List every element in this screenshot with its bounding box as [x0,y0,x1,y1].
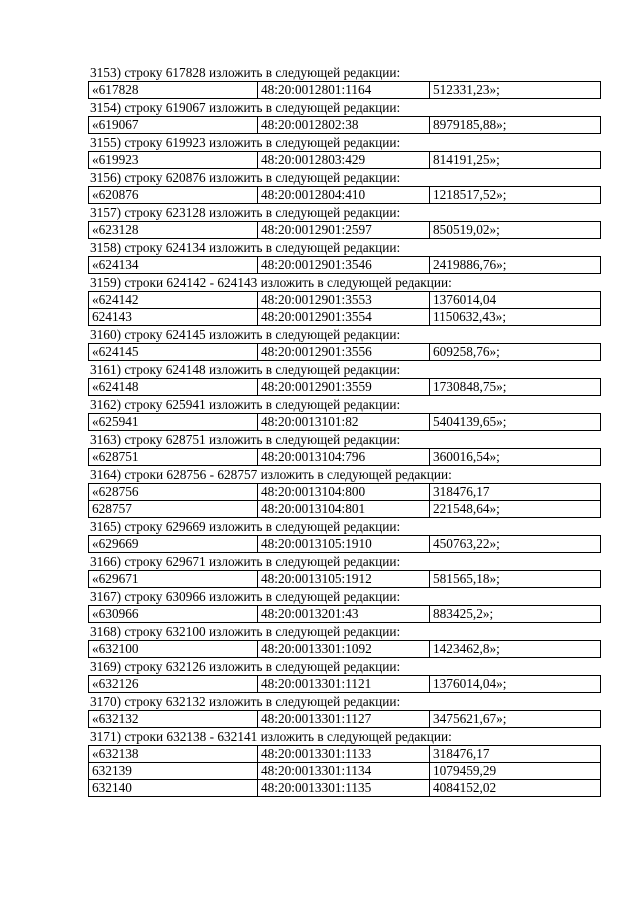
table-row [89,501,601,518]
table-row [89,711,601,728]
row-number-cell: «632100 [89,641,258,658]
table-row [89,763,601,780]
amendment-heading: 3170) строку 632132 изложить в следующей редакции: [90,694,401,709]
value-cell: 850519,02»; [430,222,601,239]
table-row [89,536,601,553]
table-row [89,152,601,169]
amendment-table [88,605,601,623]
row-number-cell: «617828 [89,82,258,99]
value-cell: 2419886,76»; [430,257,601,274]
row-number-cell: 624143 [89,309,258,326]
cadastral-number-cell: 48:20:0013301:1133 [258,746,430,763]
cadastral-number-cell: 48:20:0012802:38 [258,117,430,134]
table-row [89,82,601,99]
amendment-table [88,81,601,99]
cadastral-number-cell: 48:20:0013201:43 [258,606,430,623]
cadastral-number-cell: 48:20:0012901:3553 [258,292,430,309]
amendment-heading: 3159) строки 624142 - 624143 изложить в следующей редакции: [90,275,452,290]
cadastral-number-cell: 48:20:0013301:1121 [258,676,430,693]
cadastral-number-cell: 48:20:0012901:3556 [258,344,430,361]
table-row [89,222,601,239]
value-cell: 450763,22»; [430,536,601,553]
row-number-cell: «624142 [89,292,258,309]
row-number-cell: «632132 [89,711,258,728]
cadastral-number-cell: 48:20:0013301:1127 [258,711,430,728]
table-row [89,309,601,326]
table-row [89,117,601,134]
amendment-heading: 3164) строки 628756 - 628757 изложить в следующей редакции: [90,467,452,482]
amendment-heading: 3161) строку 624148 изложить в следующей редакции: [90,362,401,377]
row-number-cell: «624148 [89,379,258,396]
amendment-table [88,291,601,326]
value-cell: 4084152,02 [430,780,601,797]
cadastral-number-cell: 48:20:0013301:1092 [258,641,430,658]
amendment-table [88,710,601,728]
table-row [89,379,601,396]
row-number-cell: 628757 [89,501,258,518]
value-cell: 1376014,04 [430,292,601,309]
amendment-table [88,535,601,553]
value-cell: 1730848,75»; [430,379,601,396]
cadastral-number-cell: 48:20:0013104:796 [258,449,430,466]
row-number-cell: «632126 [89,676,258,693]
table-row [89,641,601,658]
amendment-heading: 3167) строку 630966 изложить в следующей редакции: [90,589,401,604]
row-number-cell: «619923 [89,152,258,169]
row-number-cell: «628751 [89,449,258,466]
amendment-table [88,413,601,431]
row-number-cell: «619067 [89,117,258,134]
cadastral-number-cell: 48:20:0012901:2597 [258,222,430,239]
table-row [89,344,601,361]
cadastral-number-cell: 48:20:0012801:1164 [258,82,430,99]
row-number-cell: 632140 [89,780,258,797]
amendment-heading: 3169) строку 632126 изложить в следующей редакции: [90,659,401,674]
value-cell: 883425,2»; [430,606,601,623]
row-number-cell: «628756 [89,484,258,501]
amendment-table [88,675,601,693]
table-row [89,414,601,431]
amendment-heading: 3153) строку 617828 изложить в следующей редакции: [90,65,401,80]
cadastral-number-cell: 48:20:0012803:429 [258,152,430,169]
row-number-cell: «625941 [89,414,258,431]
table-row [89,746,601,763]
value-cell: 3475621,67»; [430,711,601,728]
amendment-heading: 3155) строку 619923 изложить в следующей редакции: [90,135,401,150]
table-row [89,187,601,204]
table-row [89,676,601,693]
amendment-heading: 3160) строку 624145 изложить в следующей редакции: [90,327,401,342]
row-number-cell: «623128 [89,222,258,239]
table-row [89,780,601,797]
amendment-heading: 3156) строку 620876 изложить в следующей редакции: [90,170,401,185]
cadastral-number-cell: 48:20:0013104:801 [258,501,430,518]
row-number-cell: «632138 [89,746,258,763]
table-row [89,449,601,466]
cadastral-number-cell: 48:20:0012804:410 [258,187,430,204]
row-number-cell: «629669 [89,536,258,553]
amendment-table [88,116,601,134]
row-number-cell: «630966 [89,606,258,623]
value-cell: 609258,76»; [430,344,601,361]
amendment-heading: 3165) строку 629669 изложить в следующей редакции: [90,519,401,534]
cadastral-number-cell: 48:20:0013301:1134 [258,763,430,780]
value-cell: 221548,64»; [430,501,601,518]
amendment-table [88,745,601,797]
table-row [89,606,601,623]
amendment-table [88,570,601,588]
amendment-heading: 3158) строку 624134 изложить в следующей редакции: [90,240,401,255]
cadastral-number-cell: 48:20:0013301:1135 [258,780,430,797]
table-row [89,484,601,501]
row-number-cell: «629671 [89,571,258,588]
value-cell: 5404139,65»; [430,414,601,431]
value-cell: 318476,17 [430,746,601,763]
value-cell: 512331,23»; [430,82,601,99]
table-row [89,292,601,309]
row-number-cell: 632139 [89,763,258,780]
amendment-table [88,343,601,361]
amendment-heading: 3166) строку 629671 изложить в следующей редакции: [90,554,401,569]
amendment-table [88,378,601,396]
amendment-heading: 3154) строку 619067 изложить в следующей редакции: [90,100,401,115]
table-row [89,257,601,274]
amendment-table [88,483,601,518]
amendment-table [88,221,601,239]
cadastral-number-cell: 48:20:0012901:3554 [258,309,430,326]
amendment-table [88,448,601,466]
amendment-heading: 3168) строку 632100 изложить в следующей редакции: [90,624,401,639]
value-cell: 814191,25»; [430,152,601,169]
amendment-table [88,151,601,169]
value-cell: 8979185,88»; [430,117,601,134]
value-cell: 1150632,43»; [430,309,601,326]
row-number-cell: «624134 [89,257,258,274]
amendment-heading: 3171) строки 632138 - 632141 изложить в следующей редакции: [90,729,452,744]
value-cell: 581565,18»; [430,571,601,588]
value-cell: 1079459,29 [430,763,601,780]
cadastral-number-cell: 48:20:0012901:3559 [258,379,430,396]
cadastral-number-cell: 48:20:0013105:1910 [258,536,430,553]
cadastral-number-cell: 48:20:0013101:82 [258,414,430,431]
value-cell: 360016,54»; [430,449,601,466]
document-page [88,64,600,797]
cadastral-number-cell: 48:20:0012901:3546 [258,257,430,274]
value-cell: 1423462,8»; [430,641,601,658]
amendment-heading: 3162) строку 625941 изложить в следующей редакции: [90,397,401,412]
amendment-table [88,256,601,274]
value-cell: 1376014,04»; [430,676,601,693]
row-number-cell: «620876 [89,187,258,204]
cadastral-number-cell: 48:20:0013104:800 [258,484,430,501]
table-row [89,571,601,588]
cadastral-number-cell: 48:20:0013105:1912 [258,571,430,588]
amendment-heading: 3163) строку 628751 изложить в следующей редакции: [90,432,401,447]
amendment-table [88,186,601,204]
row-number-cell: «624145 [89,344,258,361]
value-cell: 318476,17 [430,484,601,501]
value-cell: 1218517,52»; [430,187,601,204]
amendment-heading: 3157) строку 623128 изложить в следующей редакции: [90,205,401,220]
amendment-table [88,640,601,658]
